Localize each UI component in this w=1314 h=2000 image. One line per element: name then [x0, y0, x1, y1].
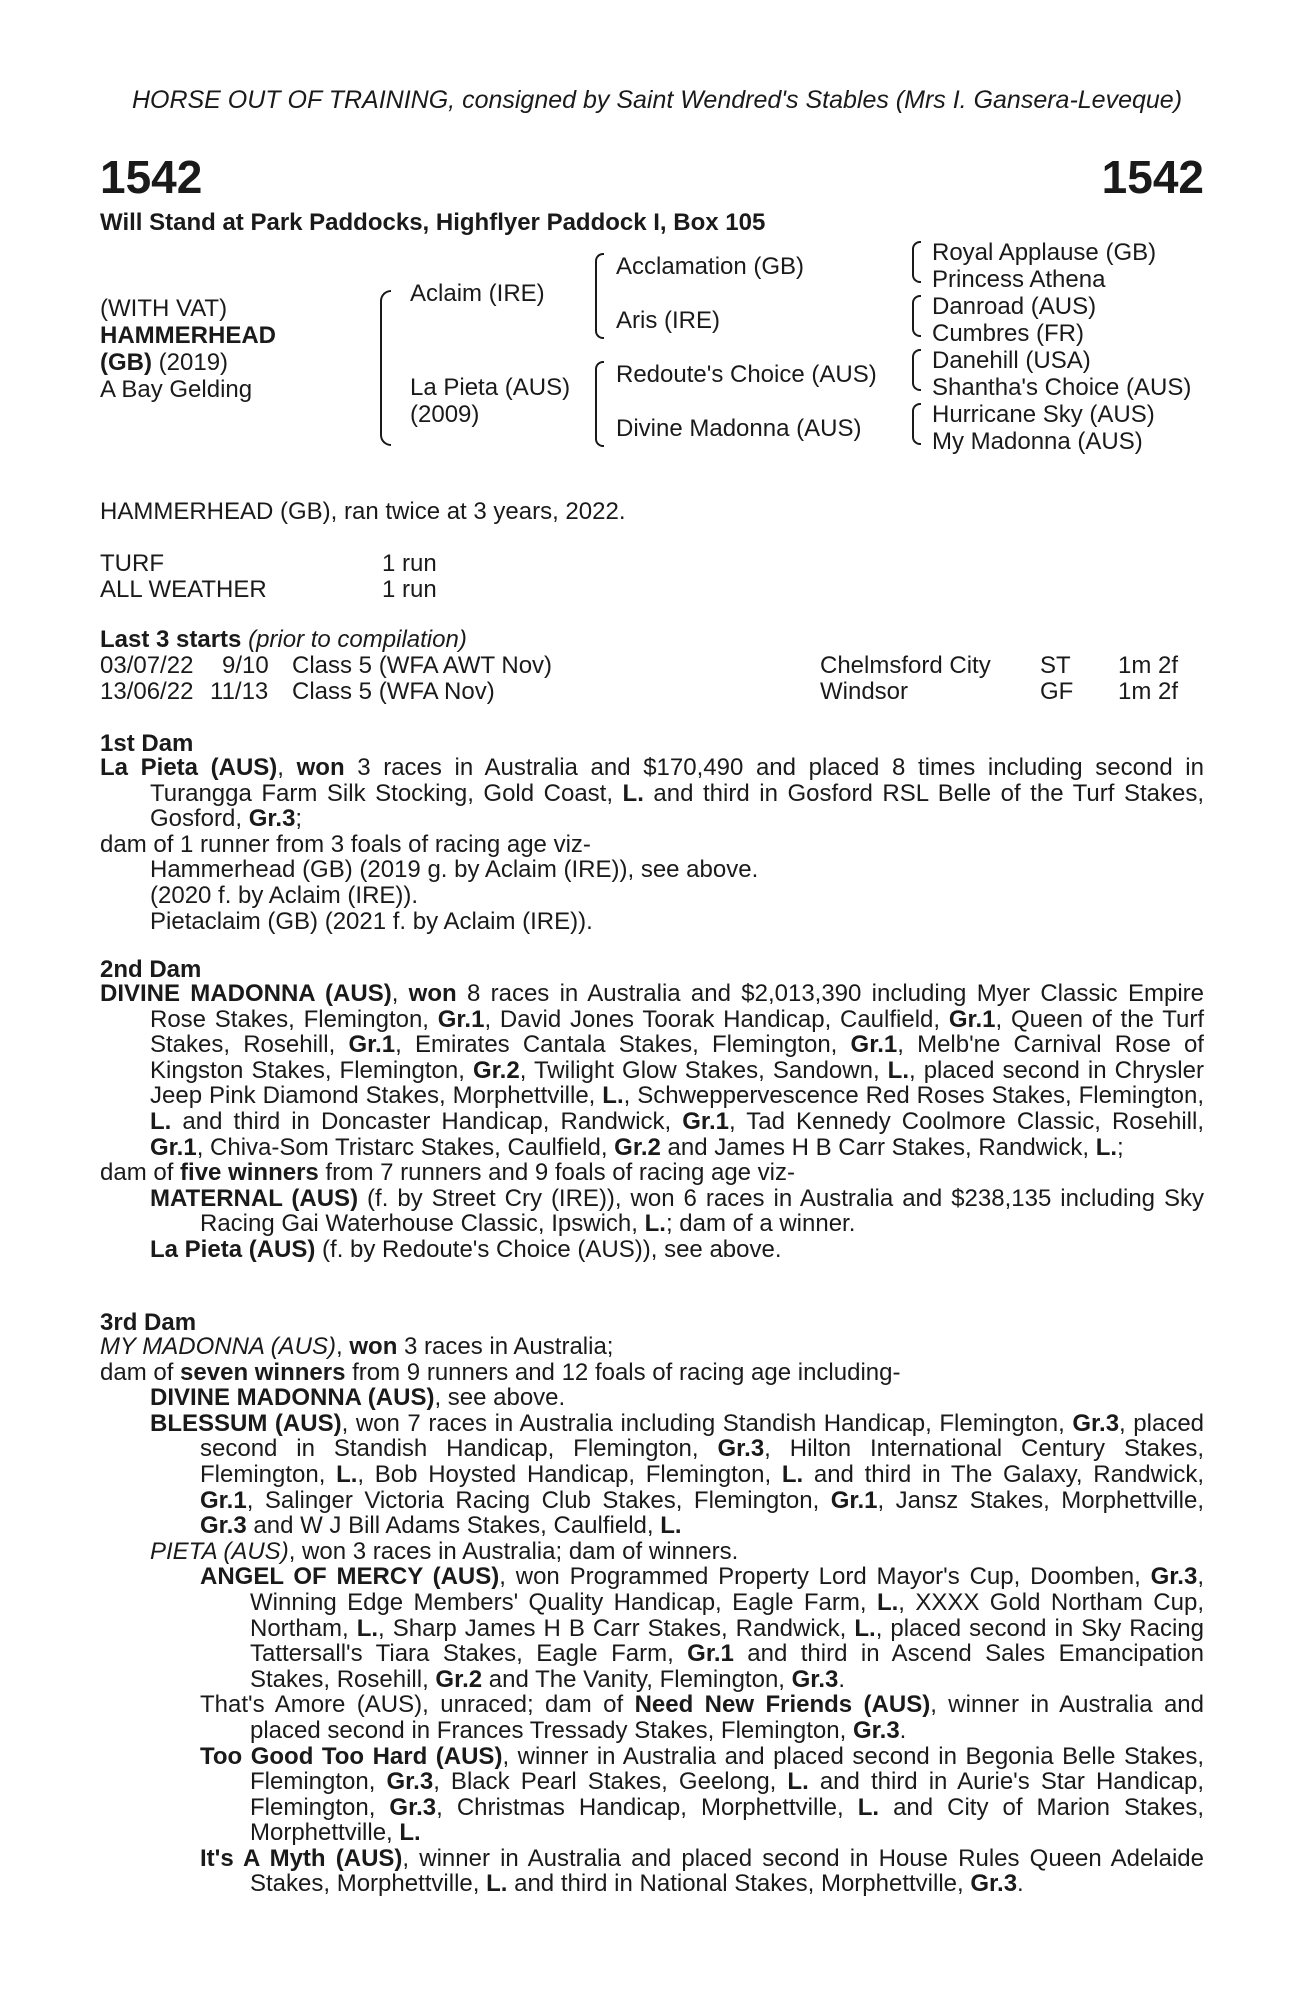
first-dam-produce: Hammerhead (GB) (2019 g. by Aclaim (IRE)), see above. (2020 f. by Aclaim (IRE)). Pietaclaim (GB) (2021 f. by Aclaim (IRE)).: [150, 856, 759, 935]
first-dam-record: La Pieta (AUS), won 3 races in Australia and $170,490 and placed 8 times including second in Turangga Farm Silk Stocking, Gold Coast, L. and third in Gosford RSL Belle of the Turf Stakes, Gosford, Gr.3;: [100, 754, 1205, 833]
first-dam-produce-note: dam of 1 runner from 3 foals of racing age viz-: [100, 830, 591, 858]
last-starts-heading: [100, 626, 467, 654]
pedigree-brace-sire: [595, 253, 604, 339]
pedigree-g3: Danroad (AUS): [932, 293, 1097, 320]
produce-its-a-myth: It's A Myth (AUS), winner in Australia and placed second in House Rules Queen Adelaide Stakes, Morphettville, L. and third in National Stakes, Morphettville, Gr.3.: [200, 1844, 1204, 1898]
surface-turf-label: TURF: [100, 550, 164, 577]
start-1-pos: 9/10: [222, 652, 269, 679]
pedigree-brace-g2: [912, 295, 921, 337]
start-2-date: 13/06/22: [100, 678, 194, 705]
consignment-note: HORSE OUT OF TRAINING, consigned by Saint Wendred's Stables (Mrs I. Gansera-Leveque): [131, 86, 1183, 114]
stand-location: Will Stand at Park Paddocks, Highflyer Paddock I, Box 105: [100, 209, 766, 236]
start-2-race: Class 5 (WFA Nov): [292, 678, 495, 705]
pedigree-g6: Shantha's Choice (AUS): [932, 374, 1192, 401]
pedigree-brace-g1: [912, 241, 921, 283]
produce-thats-amore: That's Amore (AUS), unraced; dam of Need New Friends (AUS), winner in Australia and placed second in Frances Tressady Stakes, Flemington, Gr.3.: [200, 1691, 1205, 1744]
start-1-race: Class 5 (WFA AWT Nov): [292, 652, 553, 679]
start-2-going: GF: [1040, 678, 1074, 705]
second-dam-produce-note: dam of five winners from 7 runners and 9 foals of racing age viz-: [100, 1159, 796, 1187]
first-dam-section: [100, 755, 1204, 934]
first-dam-heading: 1st Dam: [100, 730, 194, 757]
pedigree-g2: Princess Athena: [932, 266, 1106, 293]
pedigree-dam-dam: Divine Madonna (AUS): [616, 415, 862, 442]
start-2-pos: 11/13: [210, 678, 269, 705]
third-dam-produce: [100, 1385, 1204, 1897]
start-1-date: 03/07/22: [100, 652, 194, 679]
third-dam-section: [100, 1334, 1204, 1897]
produce-blessum: BLESSUM (AUS), won 7 races in Australia including Standish Handicap, Flemington, Gr.3, placed second in Standish Handicap, Flemington, Gr.3, Hilton International Century Stakes, Flemington, L., Bob Hoysted Handicap, Flemington, L. and third in The Galaxy, Randwick, Gr.1, Salinger Victoria Racing Club Stakes, Flemington, Gr.1, Jansz Stakes, Morphettville, Gr.3 and W J Bill Adams Stakes, Caulfield, L.: [150, 1409, 1205, 1540]
pedigree-sire: Aclaim (IRE): [410, 280, 545, 307]
pedigree-brace-g4: [912, 403, 921, 445]
last-starts-note: (prior to compilation): [248, 626, 467, 653]
pedigree-g8: My Madonna (AUS): [932, 428, 1143, 455]
second-dam-produce: [100, 1186, 1204, 1263]
pedigree-brace-g3: [912, 349, 921, 391]
pedigree-sire-dam: Aris (IRE): [616, 307, 720, 334]
start-1-going: ST: [1040, 652, 1071, 679]
surface-aw-runs: 1 run: [382, 576, 437, 603]
horse-description: A Bay Gelding: [100, 376, 253, 403]
pedigree-g4: Cumbres (FR): [932, 320, 1085, 347]
pedigree-dam-year: (2009): [410, 401, 480, 428]
second-dam-heading: 2nd Dam: [100, 956, 202, 983]
horse-name: HAMMERHEAD: [100, 322, 276, 349]
third-dam-record: MY MADONNA (AUS), won 3 races in Australia;: [100, 1333, 614, 1360]
lot-number-right: 1542: [1101, 151, 1204, 203]
produce-angel-of-mercy: ANGEL OF MERCY (AUS), won Programmed Property Lord Mayor's Cup, Doomben, Gr.3, Winning Edge Members' Quality Handicap, Eagle Farm, L., XXXX Gold Northam Cup, Northam, L., Sharp James H B Carr Stakes, Randwick, L., placed second in Sky Racing Tattersall's Tiara Stakes, Eagle Farm, Gr.1 and third in Ascend Sales Emancipation Stakes, Rosehill, Gr.2 and The Vanity, Flemington, Gr.3.: [200, 1563, 1205, 1693]
surface-turf-runs: 1 run: [382, 550, 437, 577]
third-dam-produce-note: dam of seven winners from 9 runners and 12 foals of racing age including-: [100, 1358, 901, 1386]
vat-note: (WITH VAT): [100, 295, 228, 322]
pedigree-brace-main: [380, 290, 391, 446]
surface-aw-label: ALL WEATHER: [100, 576, 267, 603]
pedigree-brace-dam: [595, 361, 604, 447]
pieta-produce: [150, 1564, 1204, 1897]
pedigree-g7: Hurricane Sky (AUS): [932, 401, 1155, 428]
horse-origin-year: [100, 349, 228, 376]
pedigree-g1: Royal Applause (GB): [932, 239, 1157, 266]
produce-la-pieta: La Pieta (AUS) (f. by Redoute's Choice (AUS)), see above.: [150, 1235, 782, 1263]
produce-divine-madonna: DIVINE MADONNA (AUS), see above.: [150, 1384, 566, 1412]
last-starts-title: Last 3 starts: [100, 626, 242, 653]
start-1-dist: 1m 2f: [1118, 652, 1179, 679]
third-dam-heading: 3rd Dam: [100, 1309, 197, 1336]
produce-maternal: MATERNAL (AUS) (f. by Street Cry (IRE)), won 6 races in Australia and $238,135 including Sky Racing Gai Waterhouse Classic, Ipswich, L.; dam of a winner.: [150, 1184, 1204, 1238]
horse-year: (2019): [158, 349, 229, 376]
produce-pieta: PIETA (AUS), won 3 races in Australia; dam of winners.: [150, 1537, 739, 1565]
start-2-dist: 1m 2f: [1118, 678, 1179, 705]
pedigree-dam-sire: Redoute's Choice (AUS): [616, 361, 877, 388]
produce-too-good-too-hard: Too Good Too Hard (AUS), winner in Australia and placed second in Begonia Belle Stakes, Flemington, Gr.3, Black Pearl Stakes, Geelong, L. and third in Aurie's Star Handicap, Flemington, Gr.3, Christmas Handicap, Morphettville, L. and City of Marion Stakes, Morphettville, L.: [200, 1742, 1205, 1847]
pedigree-dam: La Pieta (AUS): [410, 374, 571, 401]
horse-origin: (GB): [100, 349, 152, 376]
start-1-course: Chelmsford City: [820, 652, 991, 679]
pedigree-sire-sire: Acclamation (GB): [616, 253, 805, 280]
race-summary: HAMMERHEAD (GB), ran twice at 3 years, 2022.: [100, 498, 626, 525]
pedigree-g5: Danehill (USA): [932, 347, 1091, 374]
lot-number-left: 1542: [100, 151, 203, 203]
second-dam-section: [100, 981, 1204, 1263]
second-dam-record: DIVINE MADONNA (AUS), won 8 races in Australia and $2,013,390 including Myer Classic Empire Rose Stakes, Flemington, Gr.1, David Jones Toorak Handicap, Caulfield, Gr.1, Queen of the Turf Stakes, Rosehill, Gr.1, Emirates Cantala Stakes, Flemington, Gr.1, Melb'ne Carnival Rose of Kingston Stakes, Flemington, Gr.2, Twilight Glow Stakes, Sandown, L., placed second in Chrysler Jeep Pink Diamond Stakes, Morphettville, L., Schweppervescence Red Roses Stakes, Flemington, L. and third in Doncaster Handicap, Randwick, Gr.1, Tad Kennedy Coolmore Classic, Rosehill, Gr.1, Chiva-Som Tristarc Stakes, Caulfield, Gr.2 and James H B Carr Stakes, Randwick, L.;: [100, 980, 1205, 1161]
start-2-course: Windsor: [820, 678, 909, 705]
